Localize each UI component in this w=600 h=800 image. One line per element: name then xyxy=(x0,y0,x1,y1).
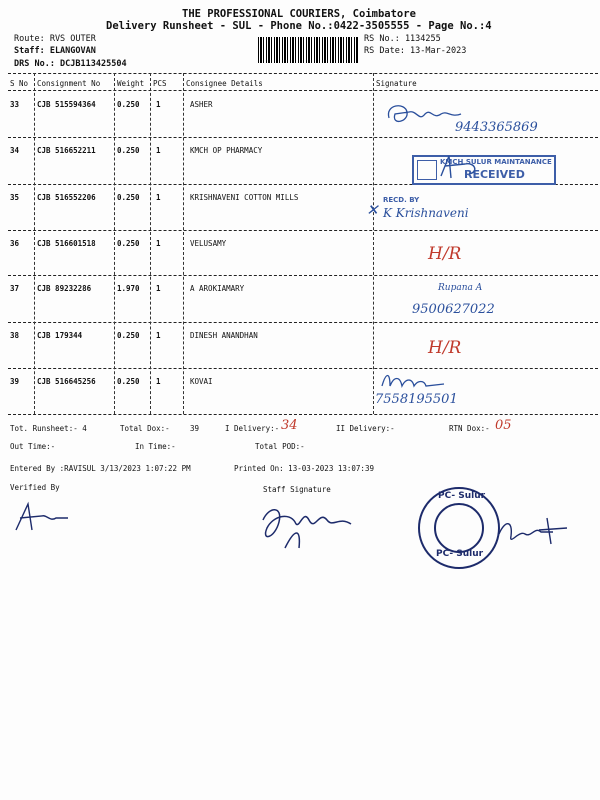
runsheet-page: THE PROFESSIONAL COURIERS, Coimbatore Delivery Runsheet - SUL - Phone No.:0422-3505555 - Page No.:4 Route: RVS OUTER Staff: ELANGOVAN DRS No.: DCJB113425504 RS No.: 1134255 RS Date: 13-Mar-2023 S No Consignment No Weight PCS Consignee Details Signature 33 CJB 515594364 0.250 1 ASHER 34 CJB 516652211 0.250 1 KMCH OP PHARMACY 35 CJB 516552206 0.250 1 KRISHNAVENI COTTON MILLS 36 CJB 516601518 0.250 1 VELUSAMY 37 CJB 89232286 1.970 1 A AROKIAMARY 38 CJB 179344 0.250 1 DINESH ANANDHAN 39 CJB 516645256 0.250 1 KOVAI 9443365869 KMCH SULUR MAINTANANCE RECEIVED RECD. BY ✕ K Krishnaveni H/R Rupana A 9500627022 H/R 7558195501 Tot. Runsheet:- 4 Total Dox:- 39 I Delivery:- 34 II Delivery:- RTN Dox:- 05 Out Time:- In Time:- Total POD:- Entered By :RAVISUL 3/13/2023 1:07:22 PM Printed On: 13-03-2023 13:07:39 Verified By Staff Signature PC- Sulur PC- Sulur xyxy=(0,0,600,800)
col-sno: S No xyxy=(10,79,29,88)
route: Route: RVS OUTER xyxy=(14,34,96,44)
hr-mark-36: H/R xyxy=(428,244,462,264)
staff-signature-scribble xyxy=(255,498,365,556)
signature-scribble-34 xyxy=(435,152,485,182)
verifier-signature-scribble xyxy=(12,500,72,536)
name-handwritten-37: Rupana A xyxy=(438,283,483,293)
tot-runsheet: Tot. Runsheet:- 4 xyxy=(10,424,87,433)
received-stamp: KMCH SULUR MAINTANANCE RECEIVED xyxy=(412,155,556,185)
x-mark-35: ✕ xyxy=(366,201,379,219)
in-time-label: In Time:- xyxy=(135,442,176,451)
printed-on: Printed On: 13-03-2023 13:07:39 xyxy=(234,464,374,473)
drs-number: DRS No.: DCJB113425504 xyxy=(14,59,127,69)
entered-by: Entered By :RAVISUL 3/13/2023 1:07:22 PM xyxy=(10,464,191,473)
staff: Staff: ELANGOVAN xyxy=(14,46,96,56)
total-dox-value: 39 xyxy=(190,424,200,433)
total-dox-label: Total Dox:- xyxy=(120,424,170,433)
verified-by-label: Verified By xyxy=(10,483,60,492)
name-handwritten-35: K Krishnaveni xyxy=(383,206,469,220)
rtn-dox-label: RTN Dox:- xyxy=(449,424,490,433)
col-pcs: PCS xyxy=(153,79,167,88)
company-title: THE PROFESSIONAL COURIERS, Coimbatore xyxy=(182,8,416,20)
signature-scribble-33 xyxy=(375,100,465,136)
seal-signature-scribble xyxy=(495,510,575,550)
phone-handwritten-37: 9500627022 xyxy=(412,302,495,317)
col-signature: Signature xyxy=(376,79,417,88)
phone-handwritten-33: 9443365869 xyxy=(455,120,538,135)
out-time-label: Out Time:- xyxy=(10,442,56,451)
col-consignment: Consignment No xyxy=(37,79,101,88)
ii-delivery-label: II Delivery:- xyxy=(336,424,395,433)
stamp-logo-icon xyxy=(417,160,437,180)
col-consignee: Consignee Details xyxy=(186,79,263,88)
rs-number: RS No.: 1134255 xyxy=(364,34,441,44)
recd-by-label: RECD. BY xyxy=(383,196,420,204)
runsheet-subtitle: Delivery Runsheet - SUL - Phone No.:0422-3505555 - Page No.:4 xyxy=(106,20,492,32)
rtn-dox-handwritten: 05 xyxy=(495,418,512,433)
col-weight: Weight xyxy=(117,79,145,88)
barcode xyxy=(258,37,358,63)
i-delivery-handwritten: 34 xyxy=(281,418,298,433)
rs-date: RS Date: 13-Mar-2023 xyxy=(364,46,467,56)
staff-signature-label: Staff Signature xyxy=(263,485,331,494)
hr-mark-38: H/R xyxy=(428,338,462,358)
phone-handwritten-39: 7558195501 xyxy=(375,392,458,407)
signature-scribble-39 xyxy=(378,370,448,392)
i-delivery-label: I Delivery:- xyxy=(225,424,280,433)
total-pod-label: Total POD:- xyxy=(255,442,305,451)
pc-sulur-seal: PC- Sulur PC- Sulur xyxy=(418,487,500,569)
